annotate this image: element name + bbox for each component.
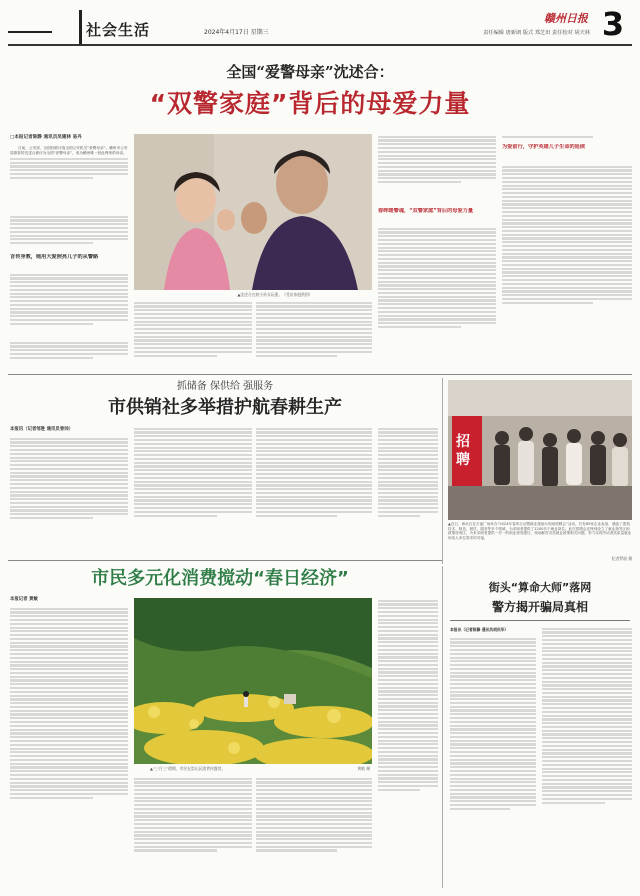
story2-kicker: 抓储备 保供给 强服务 bbox=[176, 381, 274, 392]
story1-body-col1 bbox=[10, 272, 128, 338]
story1-kicker: 全国“爱警母亲”沈述合： bbox=[226, 63, 394, 81]
flower-field-illustration bbox=[134, 598, 372, 764]
story1-body-col2 bbox=[134, 300, 252, 370]
story2-col2 bbox=[134, 426, 252, 554]
story1-lead: 日前，公安部、全国妇联评选全国公安机关“爱警母亲”。赣州市公安局推荐的沈述合被评为全国“爱警母亲”，成为赣州唯一获此殊荣的母亲。 bbox=[10, 146, 128, 156]
story1-subhead-1: 言传身教，她用大爱照亮儿子的从警路 bbox=[10, 254, 99, 260]
story1-subhead-3: 为爱前行，守护英雄儿子生命的延续 bbox=[502, 144, 586, 150]
story2-col4 bbox=[378, 426, 438, 554]
story2-col3 bbox=[256, 426, 372, 554]
story3-col4 bbox=[378, 598, 438, 888]
editor-credits: 责任编辑 唐新朗 版式 郑芝田 责任校对 胡天林 bbox=[483, 30, 590, 36]
story1-body-col4 bbox=[378, 134, 496, 206]
divider-2 bbox=[8, 560, 442, 561]
masthead bbox=[0, 0, 640, 46]
story4-kicker: 街头“算命大师”落网 bbox=[488, 581, 592, 594]
story4-col2 bbox=[542, 626, 632, 888]
job-fair-caption: ▲近日，章贡区在万福广场举办“2024年春风行动暨就业援助月现场招聘会”活动，共有85家企业参加，涵盖了建筑技术、制造、餐饮、服务等多个领域，为求职者提供了1200多个就业岗位。此次招聘会还特别设立了就业指导区和政策咨询区，为来求职者提供一对一的职业规划建议，现场解答各类就业政策相关问题，努力实现劳动者高质量就业和用人单位需求的对接。 bbox=[448, 522, 632, 540]
story2-byline: 本报讯（记者邹胜 通讯员曾帅） bbox=[10, 427, 73, 432]
story1-byline: □本报记者陈静 通讯员吴建林 易丹 bbox=[10, 135, 82, 140]
story1-photo bbox=[134, 134, 372, 290]
section-divider bbox=[62, 10, 82, 44]
story2-headline: 市供销社多举措护航春耕生产 bbox=[108, 397, 342, 418]
story3-col3 bbox=[256, 776, 372, 888]
section-title: 社会生活 bbox=[86, 21, 151, 39]
mother-and-child-illustration bbox=[134, 134, 372, 290]
story4-left-rule bbox=[442, 566, 443, 888]
story1-body-col4b bbox=[378, 226, 496, 370]
story1-subhead-2: 春晖暖警魂，“双警家庭”背后的母爱力量 bbox=[378, 208, 474, 214]
header-rule bbox=[8, 44, 632, 46]
crowd-illustration bbox=[448, 380, 632, 520]
page-number: 3 bbox=[601, 6, 625, 42]
story1-photo-caption: ▲沈述合在陪小孙女玩耍。（受访家庭供图） bbox=[237, 292, 313, 297]
story3-col1 bbox=[10, 606, 128, 888]
job-fair-credit: 纪者罗丽 摄 bbox=[611, 556, 632, 561]
story1-body-col1-bottom bbox=[10, 340, 128, 370]
story4-byline: 本报讯（记者陈静 通讯员胡庆华） bbox=[450, 627, 509, 632]
story3-byline: 本报记者 黄敏 bbox=[10, 597, 38, 602]
story4-headline: 警方揭开骗局真相 bbox=[491, 600, 588, 614]
story2-col1 bbox=[10, 436, 128, 554]
story3-col2 bbox=[134, 776, 252, 888]
story4-col1 bbox=[450, 636, 536, 888]
camping-photo bbox=[134, 598, 372, 764]
story4-headline-rule bbox=[450, 620, 630, 621]
job-fair-photo bbox=[448, 380, 632, 520]
divider-1 bbox=[8, 374, 632, 375]
newspaper-logo: 赣州日报 bbox=[544, 12, 588, 25]
camping-caption: ▲“三月三”假期，市民在崇山区游赏村露营。 bbox=[150, 766, 226, 771]
story1-body-col5 bbox=[502, 164, 632, 370]
story1-body-col3 bbox=[256, 300, 372, 370]
camping-credit: 黄敏 摄 bbox=[357, 766, 370, 771]
svg-text:招: 招 bbox=[456, 434, 470, 450]
svg-text:聘: 聘 bbox=[456, 452, 470, 468]
issue-date: 2024年4月17日 星期三 bbox=[204, 29, 269, 36]
story1-body-col1-top bbox=[10, 214, 128, 252]
story1-headline: “双警家庭”背后的母爱力量 bbox=[149, 89, 471, 118]
story1-lead-paragraph bbox=[10, 146, 128, 212]
story1-body-col5-top bbox=[502, 134, 632, 144]
section-bar-left bbox=[8, 31, 52, 33]
story3-headline: 市民多元化消费搅动“春日经济” bbox=[91, 568, 349, 589]
photo-column-left-rule bbox=[442, 378, 443, 564]
